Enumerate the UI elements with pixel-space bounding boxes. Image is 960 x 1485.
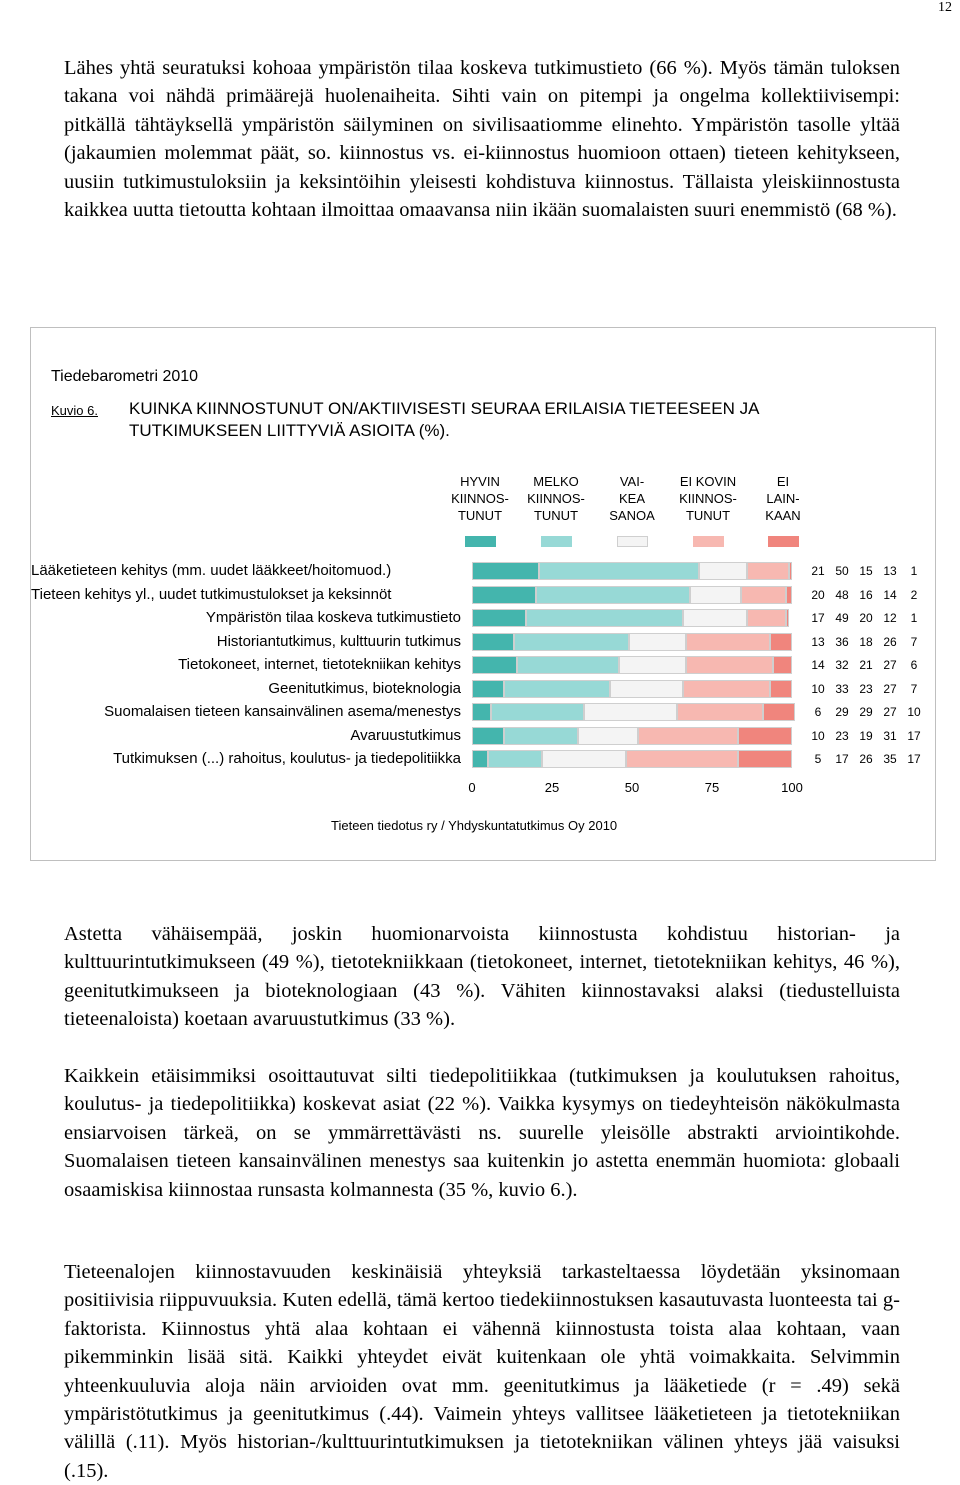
row-values (806, 562, 926, 580)
bar-segment (472, 633, 514, 651)
row-values (806, 703, 926, 721)
data-label: 20 (859, 611, 873, 625)
data-label: 27 (883, 705, 897, 719)
category-label: Tietokoneet, internet, tietotekniikan kehitys (178, 656, 461, 673)
figure-source-top: Tiedebarometri 2010 (51, 368, 199, 385)
legend-label: EI LAIN- KAAN (765, 474, 801, 523)
category-label: Lääketieteen kehitys (mm. uudet lääkkeet/hoitomuod.) (31, 562, 392, 579)
stacked-bar (472, 586, 792, 604)
data-label: 16 (859, 587, 873, 602)
bar-segment (690, 586, 741, 604)
data-label: 26 (883, 634, 897, 649)
bar-segment (770, 633, 792, 651)
paragraph-intro: Lähes yhtä seuratuksi kohoaa ympäristön tilaa koskeva tutkimustieto (66 %). Myös tämän tuloksen takana voi nähdä primäärejä huolenaiheita. Sihti vain on pitempi ja ongelma kollektiivisempi: pitkällä tähtäyksellä ympäristön säilyminen on sivilisaatiomme elinehto. Ympäristön tasolle yltää (jakaumien molemmat päät, so. kiinnostus vs. ei-kiinnostus huomioon ottaen) tieteen kehitykseen, uusiin tutkimustuloksiin ja keksintöihin yleisesti kohdistuva kiinnostus. Tällaista yleiskiinnostusta kaikkea uutta tietoutta kohtaan ilmoittaa omaavansa niin ikään suomalaisten suuri enemmistö (68 %). (64, 57, 900, 222)
stacked-bar (472, 656, 792, 674)
legend-label: VAI- KEA SANOA (609, 474, 655, 523)
data-label: 19 (859, 728, 873, 743)
bar-segment (514, 633, 629, 651)
data-label: 29 (835, 705, 849, 719)
page-number: 12 (938, 0, 952, 15)
category-label: Geenitutkimus, bioteknologia (268, 679, 461, 697)
data-label: 5 (814, 752, 822, 766)
category-label: Avaruustutkimus (350, 726, 461, 744)
data-label: 50 (835, 564, 849, 578)
category-label: Ympäristön tilaa koskeva tutkimustieto (205, 609, 461, 626)
bar-segment (472, 727, 504, 745)
legend-item (748, 470, 818, 547)
category-label: Historiantutkimus, kulttuurin tutkimus (216, 632, 461, 650)
bar-segment (610, 680, 684, 698)
bar-segment (472, 656, 517, 674)
bar-segment (517, 656, 619, 674)
bar-segment (472, 680, 504, 698)
bar-segment (763, 703, 795, 721)
legend-swatch (465, 536, 496, 547)
data-label: 33 (835, 681, 849, 696)
x-tick-label: 25 (544, 780, 560, 795)
bar-segment (683, 609, 747, 627)
data-label: 29 (859, 705, 873, 719)
row-values (806, 727, 926, 745)
bar-segment (626, 750, 738, 768)
bar-segment (504, 680, 610, 698)
category-label: Suomalaisen tieteen kansainvälinen asema/menestys (104, 703, 461, 720)
data-label: 14 (883, 587, 897, 602)
bar-segment (536, 586, 690, 604)
bar-segment (677, 703, 763, 721)
bar-segment (491, 703, 584, 721)
data-label: 27 (883, 681, 897, 696)
bar-segment (584, 703, 677, 721)
figure-title-line-1: KUINKA KIINNOSTUNUT ON/AKTIIVISESTI SEURAA ERILAISIA TIETEESEEN JA (129, 399, 760, 418)
data-label: 20 (811, 587, 825, 602)
data-label: 6 (814, 705, 822, 719)
stacked-bar (472, 727, 792, 745)
stacked-bar (472, 609, 792, 627)
figure-title (129, 398, 909, 442)
bar-segment (472, 586, 536, 604)
data-label: 14 (811, 658, 825, 672)
bar-segment (738, 750, 792, 768)
bar-segment (578, 727, 639, 745)
legend-item (673, 470, 743, 547)
bar-segment (738, 727, 792, 745)
bar-segment (773, 656, 792, 674)
data-label: 10 (907, 705, 921, 719)
bar-segment (786, 586, 792, 604)
bar-segment (472, 609, 526, 627)
stacked-bar (472, 750, 792, 768)
data-label: 7 (910, 681, 918, 696)
data-label: 17 (835, 752, 849, 766)
data-label: 23 (835, 728, 849, 743)
data-label: 21 (859, 658, 873, 672)
bar-segment (686, 656, 772, 674)
legend-item (597, 470, 667, 547)
data-label: 12 (883, 611, 897, 625)
data-label: 17 (907, 752, 921, 766)
data-label: 18 (859, 634, 873, 649)
x-tick-label: 50 (624, 780, 640, 795)
bar-segment (504, 727, 578, 745)
bar-segment (699, 562, 747, 580)
x-tick-label: 100 (781, 780, 803, 795)
bar-segment (472, 750, 488, 768)
data-label: 17 (811, 611, 825, 625)
row-values (806, 609, 926, 627)
paragraph-history-interest: Astetta vähäisempää, joskin huomionarvoista kiinnostusta kohdistuu historian- ja kulttuurintutkimukseen (49 %), tietotekniikkaan (tietokoneet, internet, tietotekniikan kehitys, 46 %), geenitutkimukseen ja bioteknologiaan (43 %). Vähiten kiinnostavaksi alaksi (tiedustelluista tieteenaloista) koetaan avaruustutkimus (33 %). (64, 923, 900, 1031)
row-values (806, 680, 926, 698)
bar-segment (686, 633, 769, 651)
bar-segment (526, 609, 683, 627)
stacked-bar (472, 703, 792, 721)
legend-label: EI KOVIN KIINNOS- TUNUT (679, 474, 737, 523)
data-label: 1 (910, 611, 918, 625)
legend-item (445, 470, 515, 547)
figure-title-line-2: TUTKIMUKSEEN LIITTYVIÄ ASIOITA (%). (129, 421, 450, 440)
data-label: 32 (835, 658, 849, 672)
data-label: 49 (835, 611, 849, 625)
bar-segment (488, 750, 542, 768)
stacked-bar (472, 633, 792, 651)
paragraph-science-policy: Kaikkein etäisimmiksi osoittautuvat silti tiedepolitiikkaa (tutkimuksen ja koulutuksen rahoitus, koulutus- ja tiedepolitiikka) koskevat asiat (22 %). Vaikka kysymys on tiedeyhteisön näkökulmasta ensiarvoisen tärkeä, on se ymmärrettävästi ns. suurelle yleisölle abstrakti arviointikohde. Suomalaisen tieteen kansainvälinen menestys saa kuitenkin jo astetta enemmän huomiota: globaali osaamiskisa kiinnostaa runsasta kolmannesta (35 %, kuvio 6.). (64, 1065, 900, 1201)
data-label: 7 (910, 634, 918, 649)
bar-segment (747, 562, 789, 580)
x-tick-label: 0 (468, 780, 476, 795)
bar-segment (741, 586, 786, 604)
data-label: 6 (910, 658, 918, 672)
data-label: 36 (835, 634, 849, 649)
data-label: 17 (907, 728, 921, 743)
x-tick-label: 75 (704, 780, 720, 795)
data-label: 31 (883, 728, 897, 743)
data-label: 13 (883, 564, 897, 578)
legend-swatch (617, 536, 648, 547)
bar-segment (683, 680, 769, 698)
figure-label: Kuvio 6. (51, 403, 98, 418)
data-label: 10 (811, 728, 825, 743)
figure-kuvio-6 (30, 327, 936, 861)
data-label: 2 (910, 587, 918, 602)
paragraph-correlations: Tieteenalojen kiinnostavuuden keskinäisiä yhteyksiä tarkasteltaessa löydetään yksinomaan positiivisia riippuvuuksia. Kuten edellä, tämä kertoo tiedekiinnostuksen kasautuvasta luonteesta tai g-faktorista. Kiinnostus yhtä alaa kohtaan ei vähennä kiinnostusta toista alaa kohtaan, vaan pikemminkin lisää sitä. Kaikki yhteydet eivät kuitenkaan ole yhtä voimakkaita. Selvimmin yhteenkuuluvia aloja näin arvioiden ovat mm. geenitutkimus ja lääketiede (r = .49) sekä ympäristötutkimus ja geenitutkimus (.44). Vaimein yhteys vallitsee lääketieteen ja tietotekniikan välillä (.11). Myös historian-/kulttuurintutkimuksen ja tietotekniikan välinen yhteys jää vaisuksi (.15). (64, 1261, 900, 1482)
legend-label: HYVIN KIINNOS- TUNUT (451, 474, 509, 523)
bar-segment (770, 680, 792, 698)
legend-swatch (768, 536, 799, 547)
bar-segment (747, 609, 785, 627)
bar-segment (542, 750, 625, 768)
data-label: 13 (811, 634, 825, 649)
category-label: Tieteen kehitys yl., uudet tutkimustulokset ja keksinnöt (31, 585, 392, 603)
legend-label: MELKO KIINNOS- TUNUT (527, 474, 585, 523)
row-values (806, 750, 926, 768)
legend-swatch (693, 536, 724, 547)
data-label: 48 (835, 587, 849, 602)
data-label: 21 (811, 564, 825, 578)
data-label: 23 (859, 681, 873, 696)
legend-swatch (541, 536, 572, 547)
data-label: 15 (859, 564, 873, 578)
data-label: 26 (859, 752, 873, 766)
stacked-bar (472, 562, 792, 580)
bar-segment (539, 562, 699, 580)
bar-segment (472, 562, 539, 580)
bar-segment (472, 703, 491, 721)
data-label: 27 (883, 658, 897, 672)
data-label: 35 (883, 752, 897, 766)
category-label: Tutkimuksen (...) rahoitus, koulutus- ja tiedepolitiikka (113, 750, 461, 767)
bar-segment (789, 562, 792, 580)
figure-source-bottom: Tieteen tiedotus ry / Yhdyskuntatutkimus Oy 2010 (331, 818, 618, 833)
legend-item (521, 470, 591, 547)
row-values (806, 586, 926, 604)
data-label: 10 (811, 681, 825, 696)
bar-segment (629, 633, 687, 651)
bar-segment (638, 727, 737, 745)
bar-segment (619, 656, 686, 674)
data-label: 1 (910, 564, 918, 578)
stacked-bar (472, 680, 792, 698)
bar-segment (786, 609, 789, 627)
row-values (806, 633, 926, 651)
row-values (806, 656, 926, 674)
